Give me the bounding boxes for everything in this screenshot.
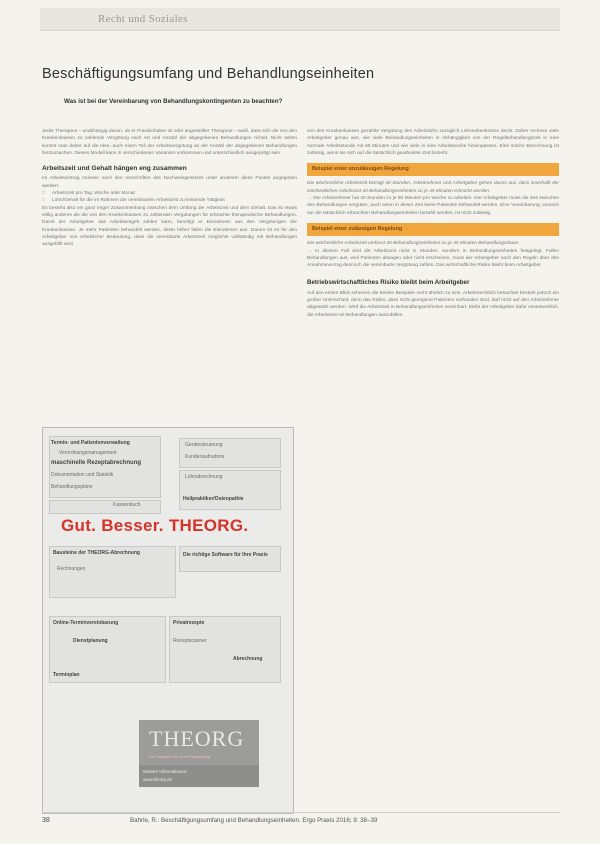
- section-heading-arbeitszeit: Arbeitszeit und Gehalt hängen eng zusammen: [42, 165, 187, 173]
- body-paragraph: Es besteht also ein ganz enger Zusammenhang zwischen dem Umfang der Arbeitszeit und dem Gehalt. Das ist etwas völlig anderes als die von den Krankenkassen zu zahlenden Vergütungen für erbrachte therapeutische Behandlungen. Damit der Arbeitgeber das Arbeitsentgelt zahlen kann, benötigt er Einnahmen aus den Vergütungen der Krankenkassen. Je mehr Patienten behandelt werden, desto höher fallen die Einnahmen aus. Darum ist es für den Arbeitgeber von erheblicher Bedeutung, dass die vereinbarte Arbeitszeit möglichst vollständig mit Behandlungen ausgefüllt wird.: [42, 205, 297, 248]
- theorg-logo: [139, 720, 259, 765]
- bullet-icon: □: [42, 198, 45, 204]
- ad-tile: [169, 616, 281, 683]
- page-number: 38: [42, 817, 50, 824]
- ad-tile: [49, 500, 161, 514]
- lead-paragraph: Im Arbeitsvertrag müssen nach den Vorschriften des Nachweisgesetzes unter anderem diese Punkte angegeben werden:: [42, 176, 297, 189]
- section-label: Recht und Soziales: [98, 13, 188, 25]
- ad-tile-label: Heilpraktiker/Osteopathie: [183, 496, 244, 502]
- section-heading-risiko: Betriebswirtschaftliches Risiko bleibt beim Arbeitgeber: [307, 279, 470, 287]
- example-lead: Die wöchentliche Arbeitszeit beträgt 40 Stunden. Arbeitnehmer und Arbeitgeber gehen davon aus, dass innerhalb der wöchentlichen Arbeitszeit 40 Behandlungseinheiten zu je 45 Minuten erbracht werden.: [307, 181, 559, 194]
- list-item: □ Arbeitszeit pro Tag, Woche oder Monat: [42, 191, 135, 197]
- advertisement: [42, 427, 294, 814]
- article-title: Beschäftigungsumfang und Behandlungseinheiten: [42, 66, 375, 82]
- ad-tile-label: Kundenaufnahme: [185, 454, 225, 460]
- ad-tile-label: maschinelle Rezeptabrechnung: [51, 460, 142, 466]
- example-lead: Die wöchentliche Arbeitszeit umfasst 40 Behandlungseinheiten zu je 45 Minuten Behandlungsdauer.: [307, 241, 520, 247]
- ad-tile-label: Terminplan: [53, 672, 80, 678]
- ad-slogan: Gut. Besser. THEORG.: [61, 516, 249, 535]
- ad-tile-label: Rechnungen: [57, 566, 86, 572]
- bullet-icon: □: [42, 191, 45, 197]
- info-line: www.theorg.de: [143, 777, 173, 782]
- example-body: → In diesem Fall wird die Arbeitszeit nicht in Stunden, sondern in Behandlungseinheiten festgelegt. Fallen Behandlungen aus, weil Patienten absagen oder nicht erscheinen, muss der Arbeitgeber nach den Regeln über den Annahmeverzug dennoch die vereinbarte Vergütung zahlen. Das wirtschaftliche Risiko bleibt beim Arbeitgeber.: [307, 248, 559, 269]
- ad-tile-label: Termin- und Patientenverwaltung: [51, 440, 130, 446]
- logo-wordmark: THEORG: [149, 726, 245, 751]
- list-item: □ Lohn/Gehalt für die im Rahmen der vereinbarten Arbeitszeit zu leistende Tätigkeit: [42, 198, 225, 204]
- example-body: → Der Arbeitnehmer hat 40 Stunden zu je 60 Minuten pro Woche zu arbeiten. Der Arbeitgeber muss die Zeit zwischen den Behandlungen vergüten, auch wenn in dieser Zeit keine Patienten behandelt werden. Eine Vereinbarung, wonach nur die tatsächlich erbrachten Behandlungseinheiten bezahlt werden, ist nicht zulässig.: [307, 196, 559, 216]
- body-paragraph: Auf den ersten Blick scheinen die beiden Beispiele recht ähnlich zu sein. Arbeitsrechtlich betrachtet besteht jedoch ein großer Unterschied, denn das Risiko, dass nicht genügend Patienten vorhanden sind, darf nicht auf den Arbeitnehmer abgewälzt werden. Wird die Arbeitszeit in Behandlungseinheiten vereinbart, bleibt der Arbeitgeber dafür verantwortlich, die Arbeitszeit mit Behandlungen auszufüllen.: [307, 290, 559, 318]
- info-strip: [139, 765, 259, 787]
- article-subtitle: Was ist bei der Vereinbarung von Behandlungskontingenten zu beachten?: [64, 98, 283, 105]
- ad-tile-label: Kassenbuch: [113, 502, 141, 508]
- ad-tile-label: Gerätesteuerung: [185, 442, 223, 448]
- example-label-unzulaessig: Beispiel einer unzulässigen Regelung: [307, 163, 559, 176]
- intro-paragraph: Jeder Therapeut – unabhängig davon, ob er Praxisinhaber ist oder angestellter Therapeut – weiß, dass sich die von den Krankenkassen zu zahlende Vergütung nach Art und Anzahl der abgegebenen Behandlungen richtet. Nicht selten kommt man daher auf die Idee, auch einen Teil der Arbeitsvergütung an der Anzahl der abgegebenen Behandlungen festzumachen. Dieses Modell kann in verschiedenen Varianten vorkommen und unterschiedlich ausgeprägt sein.: [42, 129, 297, 156]
- citation: Bahrle, R.: Beschäftigungsumfang und Behandlungseinheiten. Ergo Praxis 2016; 9: 38–39: [130, 817, 378, 824]
- ad-tile-label: Behandlungspläne: [51, 484, 93, 490]
- ad-tile-label: Die richtige Software für Ihre Praxis: [183, 552, 268, 558]
- right-column: [307, 128, 559, 319]
- ad-tile-label: Lohnabrechnung: [185, 474, 223, 480]
- ad-tile-label: Online-Terminvereinbarung: [53, 620, 119, 626]
- ad-tile-label: Dienstplanung: [73, 638, 108, 644]
- ad-tile-label: Verordnungsmanagement: [59, 450, 117, 456]
- ad-tile-label: Privatrezepte: [173, 620, 205, 626]
- ad-tile-label: Rezeptscanner: [173, 638, 207, 644]
- left-column: [42, 128, 297, 248]
- intro-paragraph: von den Krankenkassen gezahlte Vergütung den Arbeitslohn zuzüglich Lohnnebenkosten deckt. Daher rechnen viele Arbeitgeber genau aus, wie viele Behandlungseinheiten in Abhängigkeit von der Regelbehandlungszeit in eine normale Arbeitsstunde mit 60 Minuten und wie viele in eine Arbeitswoche hineinpassen. Eine solche Berechnung ist zulässig, wenn sie sich auf die tatsächlich gearbeitete Zeit bezieht.: [307, 129, 559, 156]
- example-label-zulaessig: Beispiel einer zulässigen Regelung: [307, 223, 559, 236]
- ad-tile-label: Bausteine der THEORG-Abrechnung: [53, 550, 140, 556]
- ad-tile: [179, 546, 281, 572]
- info-line: Weitere Informationen:: [143, 769, 188, 774]
- logo-tagline: Die Software für Ihren Praxiserfolg: [149, 754, 211, 759]
- footer-divider: [42, 812, 560, 813]
- ad-tile-label: Abrechnung: [233, 656, 263, 662]
- ad-tile-label: Dokumentation und Statistik: [51, 472, 114, 478]
